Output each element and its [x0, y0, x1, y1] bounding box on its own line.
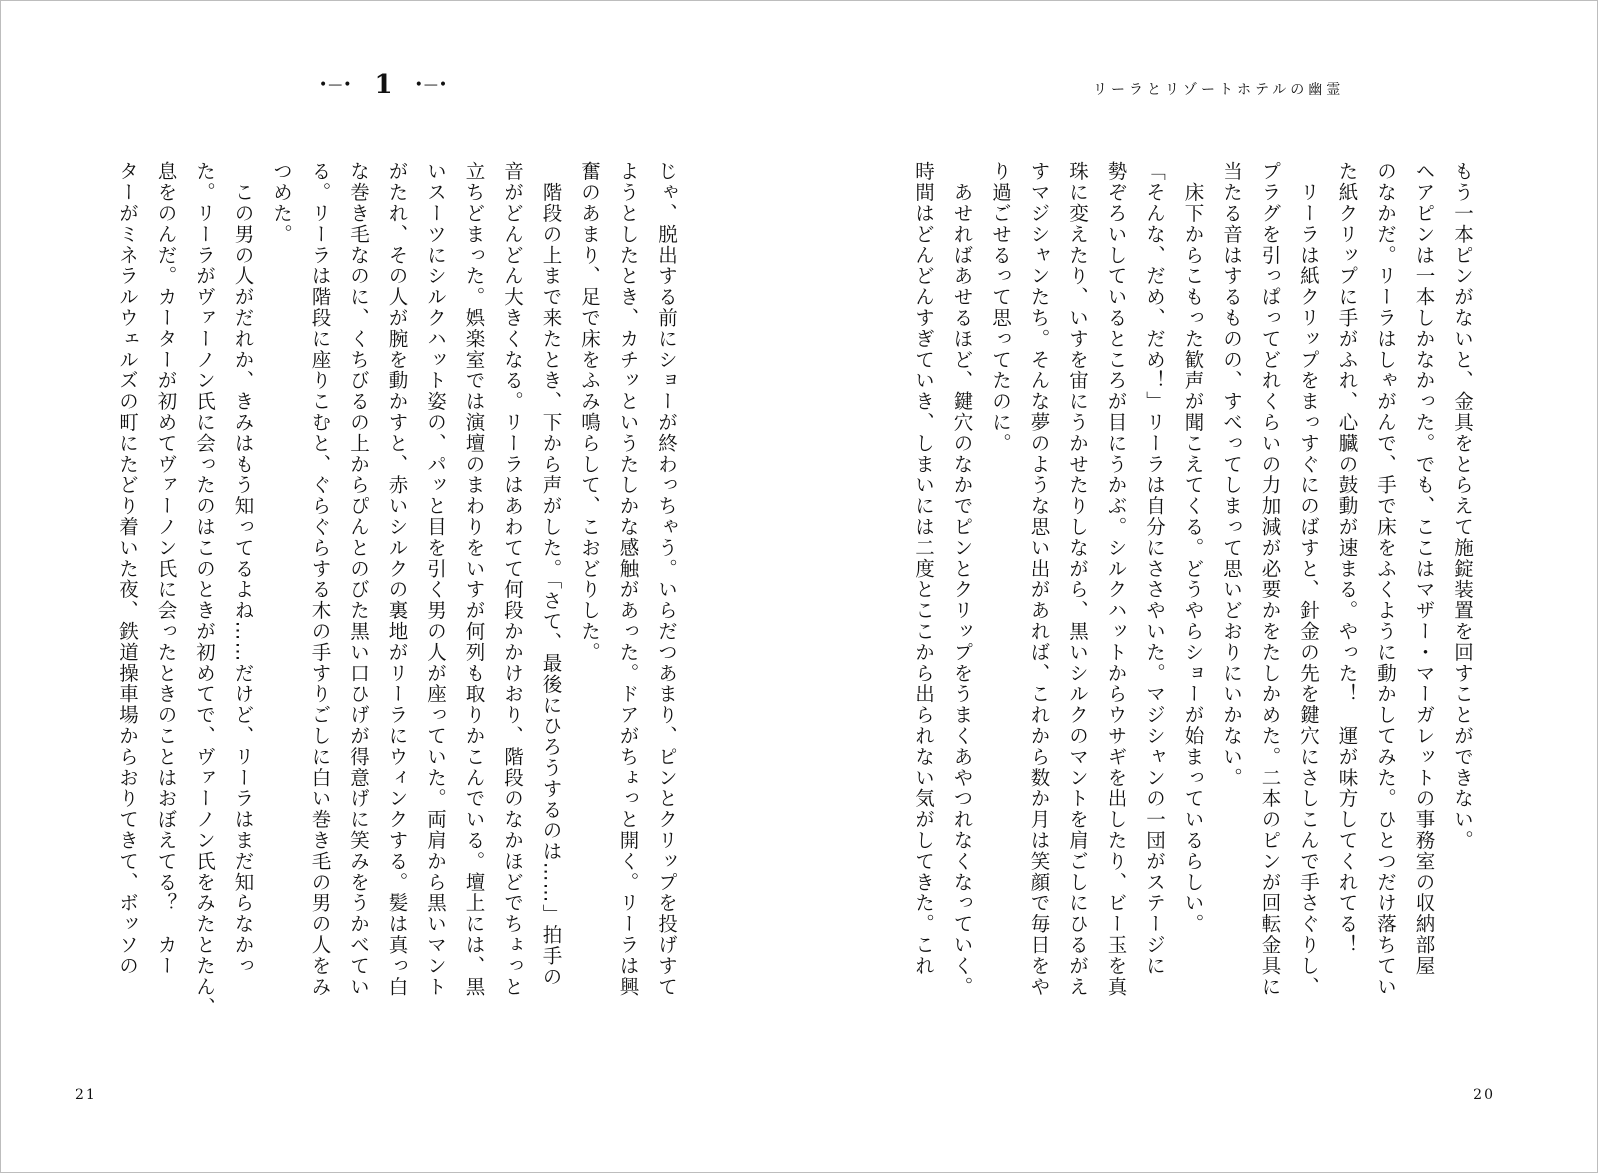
- page-number-right: 20: [1473, 1087, 1495, 1103]
- page-number-left: 21: [75, 1087, 97, 1103]
- text-line: つめた。: [270, 161, 293, 245]
- text-line: 音がどんどん大きくなる。リーラはあわてて何段かかけおり、階段のなかほどでちょっと: [501, 161, 524, 997]
- text-line: プラグを引っぱってどれくらいの力加減が必要かをたしかめた。二本のピンが回転金具に: [1258, 161, 1282, 997]
- text-line: 階段の上まで来たとき、下から声がした。「さて、最後にひろうするのは……」拍手の: [539, 161, 563, 988]
- text-line: じゃ、脱出する前にショーが終わっちゃう。いらだつあまり、ピンとクリップを投げすて: [655, 161, 678, 997]
- left-page-body: [105, 161, 685, 1041]
- text-line: 立ちどまった。娯楽室では演壇のまわりをいすが何列も取りかこんでいる。壇上には、黒: [462, 161, 486, 997]
- text-line: 奮のあまり、足で床をふみ鳴らして、こおどりした。: [578, 161, 601, 663]
- text-line: る。リーラは階段に座りこむと、ぐらぐらする木の手すりごしに白い巻き毛の男の人をみ: [308, 161, 332, 998]
- text-line: もう一本ピンがないと、金具をとらえて施錠装置を回すことができない。: [1451, 161, 1474, 851]
- text-line: ヘアピンは一本しかなかった。でも、ここはマザー・マーガレットの事務室の収納部屋: [1412, 161, 1436, 977]
- text-line: がたれ、その人が腕を動かすと、赤いシルクの裏地がリーラにウィンクする。髪は真っ白: [385, 161, 409, 997]
- text-line: この男の人がだれか、きみはもう知ってるよね……だけど、リーラはまだ知らなかっ: [231, 161, 255, 977]
- text-line: 時間はどんどんすぎていき、しまいには二度とここから出られない気がしてきた。これ: [912, 161, 935, 977]
- text-line: あせればあせるほど、鍵穴のなかでピンとクリップをうまくあやつれなくなっていく。: [950, 161, 974, 997]
- text-line: た紙クリップに手がふれ、心臓の鼓動が速まる。やった！ 運が味方してくれてる！: [1335, 161, 1359, 956]
- chapter-heading: [319, 69, 448, 101]
- text-line: 息をのんだ。カーターが初めてヴァーノン氏に会ったときのことはおぼえてる？ カー: [154, 161, 178, 977]
- text-line: 勢ぞろいしているところが目にうかぶ。シルクハットからウサギを出したり、ビー玉を真: [1104, 161, 1128, 997]
- text-line: すマジシャンたち。そんな夢のような思い出があれば、これから数か月は笑顔で毎日をや: [1027, 161, 1051, 997]
- text-line: リーラは紙クリップをまっすぐにのばすと、針金の先を鍵穴にさしこんで手さぐりし、: [1297, 161, 1320, 997]
- text-line: な巻き毛なのに、くちびるの上からぴんとのびた黒い口ひげが得意げに笑みをうかべてい: [347, 161, 370, 997]
- chapter-ornament-right: •—•: [414, 77, 449, 93]
- running-head-title: リーラとリゾートホテルの幽霊: [1093, 82, 1345, 98]
- text-line: り過ごせるって思ってたのに。: [989, 161, 1012, 454]
- chapter-number: 1: [374, 70, 393, 100]
- text-line: ようとしたとき、カチッというたしかな感触があった。ドアがちょっと開く。リーラは興: [616, 161, 640, 997]
- text-line: 当たる音はするものの、すべってしまって思いどおりにいかない。: [1220, 161, 1243, 788]
- text-line: いスーツにシルクハット姿の、パッと目を引く男の人が座っていた。両肩から黒いマント: [424, 161, 447, 997]
- text-line: のなかだ。リーラはしゃがんで、手で床をふくように動かしてみた。ひとつだけ落ちてい: [1374, 161, 1397, 997]
- text-line: ターがミネラルウェルズの町にたどり着いた夜、鉄道操車場からおりてきて、ボッソの: [116, 161, 139, 977]
- chapter-ornament-left: •—•: [319, 77, 353, 93]
- text-line: 「そんな、だめ、だめ！」リーラは自分にささやいた。マジシャンの一団がステージに: [1143, 161, 1166, 977]
- right-page-body: [901, 161, 1481, 1041]
- text-line: た。リーラがヴァーノン氏に会ったのはこのときが初めてで、ヴァーノン氏をみたとたん、: [193, 161, 216, 1018]
- text-line: 床下からこもった歓声が聞こえてくる。どうやらショーが始まっているらしい。: [1181, 161, 1205, 935]
- text-line: 珠に変えたり、いすを宙にうかせたりしながら、黒いシルクのマントを肩ごしにひるがえ: [1066, 161, 1089, 997]
